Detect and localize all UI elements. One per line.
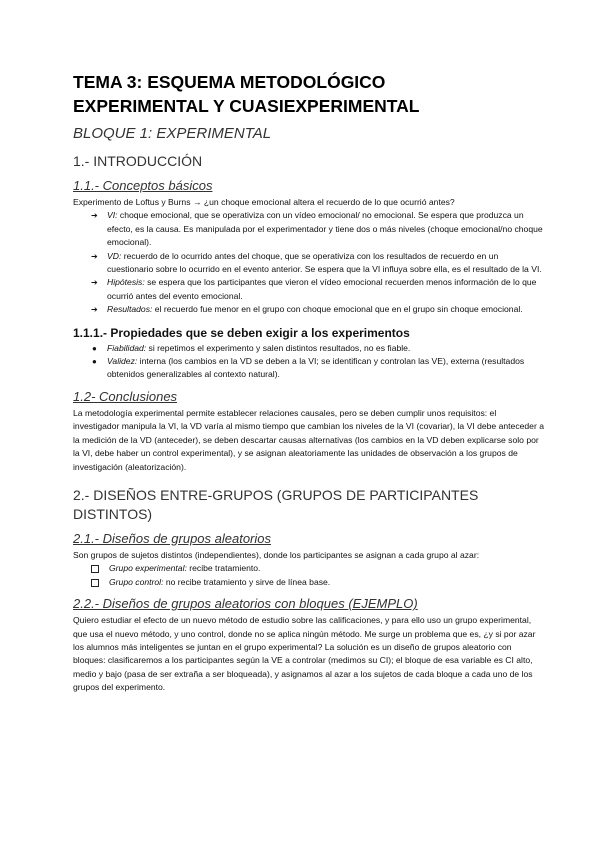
arrow-icon: ➔ (91, 278, 98, 288)
section-1-1-heading: 1.1.- Conceptos básicos (73, 178, 213, 193)
arrow-icon: ➔ (91, 305, 98, 315)
document-title (73, 70, 544, 118)
list-item: ➔ VD: recuerdo de lo ocurrido antes del choque, que se operativiza con los resultados de recuerdo en un cuestionario sobre lo ocurrido en el evento anterior. Se espera que la VI influya sobre ella, es el resultado de la VI. (91, 250, 542, 275)
checkbox-square-icon (91, 565, 99, 573)
list-item: ➔ Hipótesis: se espera que los participantes que vieron el vídeo emocional recuerden menos información de lo que ocurrió antes del evento emocional. (91, 277, 537, 301)
section-2-2-text: Quiero estudiar el efecto de un nuevo método de estudio sobre las calificaciones, y para ello uso un grupo experimental, que usa el nuevo método, y uno control, donde no se aplica ningún método. Me surge un problema que es, ¿y si por azar los alumnos más inteligentes se juntan en el grupo experimental? La solución es un diseño de grupos aleatorio con bloques: clasificaremos a los participantes según la VE a controlar (medimos su CI); el bloque de esa variable es CI alto, medio y bajo (pasa de ser extraña a ser bloqueada), y asignamos al azar a los sujetos de cada bloque a cada uno de los grupos del experimento. (73, 615, 536, 693)
section-2-1-heading: 2.1.- Diseños de grupos aleatorios (73, 530, 272, 546)
list-item: ● Fiabilidad: si repetimos el experimento y salen distintos resultados, no es fiable. (73, 342, 544, 355)
bloque-heading: BLOQUE 1: EXPERIMENTAL (73, 125, 272, 142)
arrow-icon: ➔ (91, 211, 98, 221)
section-1-2-text: La metodología experimental permite establecer relaciones causales, pero se deben cumplir unos requisitos: el investigador manipula la VI, la VD varía al mismo tiempo que cambian los niveles de la VI (covariar), la VI debe anteceder a la medición de la VD (anteceder), se deben descartar causas alternativas (los cambios en la VD deben explicarse solo por la VI, debe haber un control experimental), y se asignan aleatoriamente las unidades de observación a los grupos de investigación (aleatorización). (73, 407, 544, 472)
section-1-1-1-heading: 1.1.1.- Propiedades que se deben exigir a los experimentos (73, 325, 410, 340)
section-1-2-heading: 1.2- Conclusiones (73, 388, 178, 404)
bullet-icon: ● (92, 343, 97, 353)
list-item: ➔ Resultados: el recuerdo fue menor en el grupo con choque emocional que en el grupo sin choque emocional. (73, 303, 544, 316)
list-item: Grupo experimental: recibe tratamiento. (73, 562, 544, 575)
concept-list (73, 209, 544, 316)
arrow-icon: ➔ (91, 251, 98, 261)
section-1-1-intro: Experimento de Loftus y Burns → ¿un choque emocional altera el recuerdo de lo que ocurrió antes? (73, 197, 455, 207)
checkbox-square-icon (91, 579, 99, 587)
section-2-heading: 2.- DISEÑOS ENTRE-GRUPOS (GRUPOS DE PARTICIPANTES DISTINTOS) (73, 486, 479, 522)
list-item: Grupo control: no recibe tratamiento y sirve de línea base. (73, 576, 544, 589)
title-line-2: EXPERIMENTAL Y CUASIEXPERIMENTAL (73, 96, 420, 116)
bullet-icon: ● (92, 357, 97, 367)
section-1-heading: 1.- INTRODUCCIÓN (73, 153, 203, 169)
list-item: ● Validez: interna (los cambios en la VD se deben a la VI; se identifican y controlan las VE), externa (resultados obtenidos generalizables al contexto natural). (92, 356, 525, 380)
groups-list (73, 562, 544, 589)
section-2-2-heading: 2.2.- Diseños de grupos aleatorios con bloques (EJEMPLO) (73, 596, 418, 612)
section-2-1-text: Son grupos de sujetos distintos (independientes), donde los participantes se asignan a cada grupo al azar: (73, 549, 480, 560)
title-line-1: TEMA 3: ESQUEMA METODOLÓGICO (73, 72, 386, 92)
list-item: ➔ VI: choque emocional, que se operativiza con un vídeo emocional/ no emocional. Se espera que produzca un efecto, es la causa. Es manipulada por el experimentador y tiene dos o más niveles (choque emocional/no choque emocional). (91, 210, 543, 248)
properties-list (73, 342, 544, 382)
